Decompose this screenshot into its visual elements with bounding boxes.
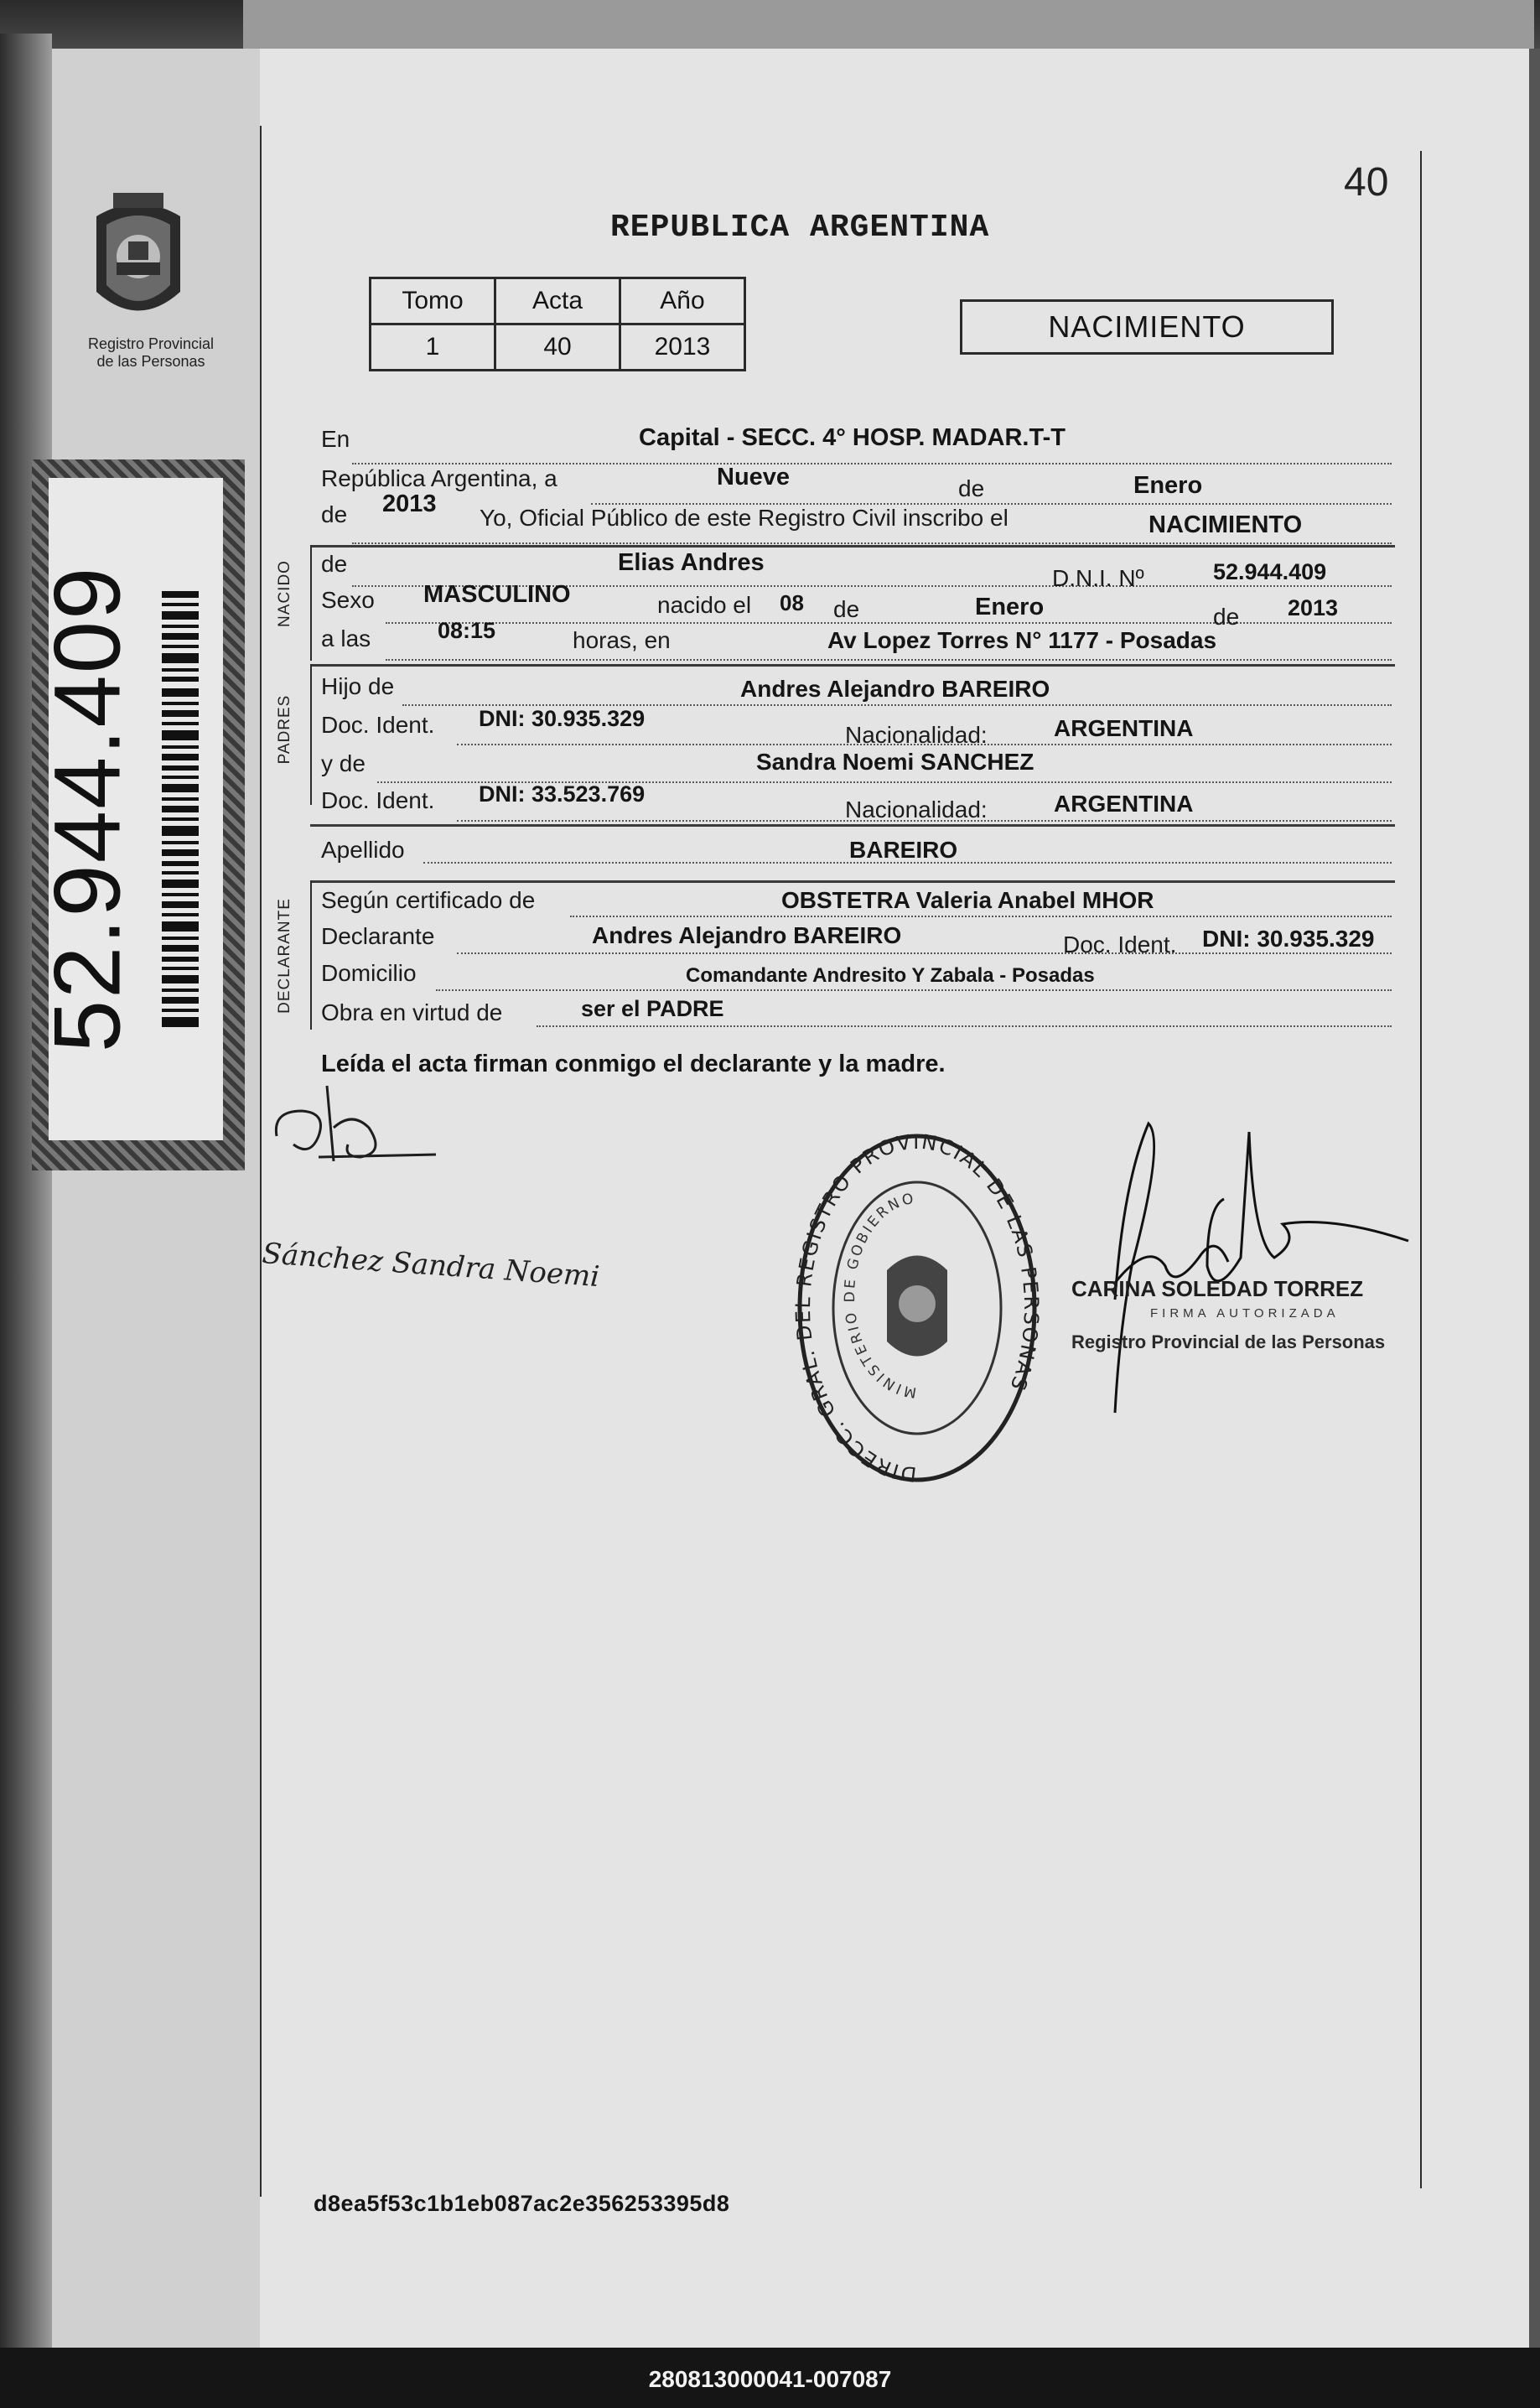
tomo-acta-ano-table <box>369 277 746 371</box>
apellido-value: BAREIRO <box>849 837 958 863</box>
obra-value: ser el PADRE <box>581 996 724 1021</box>
birth-year: 2013 <box>1288 595 1339 620</box>
acta-header: Acta <box>495 278 620 324</box>
declarant-signature <box>268 1077 453 1182</box>
officer-office: Registro Provincial de las Personas <box>1071 1331 1386 1352</box>
declarante-value: Andres Alejandro BAREIRO <box>592 922 902 948</box>
svg-text:MINISTERIO DE GOBIERNO: MINISTERIO DE GOBIERNO <box>842 1190 918 1401</box>
father-doc: DNI: 30.935.329 <box>479 706 646 731</box>
horas-en-label: horas, en <box>573 627 671 653</box>
event-value: NACIMIENTO <box>1149 511 1303 538</box>
nacido-el-label: nacido el <box>657 592 752 618</box>
section-divider <box>310 664 1395 667</box>
en-label: En <box>321 426 350 452</box>
domicilio-label: Domicilio <box>321 960 417 986</box>
right-border-line <box>1420 151 1422 2188</box>
dotted-line <box>352 463 1392 464</box>
birth-time: 08:15 <box>438 618 496 643</box>
doc-ident-label: Doc. Ident. <box>1063 932 1177 957</box>
acta-value: 40 <box>495 324 620 371</box>
section-divider <box>310 824 1395 827</box>
ano-header: Año <box>620 278 745 324</box>
de-label: de <box>833 596 860 622</box>
child-dni: 52.944.409 <box>1213 559 1327 584</box>
certificado-value: OBSTETRA Valeria Anabel MHOR <box>781 887 1154 913</box>
birth-place: Av Lopez Torres N° 1177 - Posadas <box>827 627 1217 653</box>
de-label: de <box>1213 604 1240 630</box>
official-round-stamp <box>795 1132 1040 1489</box>
dotted-line <box>386 622 1392 624</box>
y-de-label: y de <box>321 750 366 776</box>
de-label: de <box>321 501 348 527</box>
section-divider <box>310 880 1395 883</box>
father-name: Andres Alejandro BAREIRO <box>740 676 1050 702</box>
book-spine <box>0 34 52 2348</box>
page-number: 40 <box>1344 160 1389 205</box>
declarante-label: Declarante <box>321 923 435 949</box>
section-bracket <box>310 664 312 805</box>
dotted-line <box>436 989 1392 991</box>
birth-day: 08 <box>780 590 804 615</box>
officer-signature <box>1081 1115 1417 1421</box>
doc-ident-label: Doc. Ident. <box>321 787 435 813</box>
dotted-line <box>352 542 1392 544</box>
nacionalidad-label: Nacionalidad: <box>845 797 988 823</box>
month-value: Enero <box>1133 472 1203 499</box>
dotted-line <box>537 1025 1392 1027</box>
ano-value: 2013 <box>620 324 745 371</box>
tomo-value: 1 <box>371 324 495 371</box>
certificado-label: Según certificado de <box>321 887 536 913</box>
svg-text:Sánchez Sandra Noemi: Sánchez Sandra Noemi <box>262 1237 601 1291</box>
svg-text:DIRECC. GRAL. DEL REGISTRO PRO: DIRECC. GRAL. REGISTRO PROVINCIAL DE LAS P NAS <box>795 1132 1040 1487</box>
officer-name: CARINA SOLEDAD TORREZ <box>1071 1276 1364 1301</box>
mother-name: Sandra Noemi SANCHEZ <box>756 749 1034 775</box>
nacionalidad-label: Nacionalidad: <box>845 722 988 748</box>
tomo-header: Tomo <box>371 278 495 324</box>
republic-heading: REPUBLICA ARGENTINA <box>610 210 990 246</box>
father-nationality: ARGENTINA <box>1054 715 1194 741</box>
closing-statement: Leída el acta firman conmigo el declarante y la madre. <box>321 1051 946 1077</box>
dotted-line <box>457 952 1392 954</box>
section-bracket <box>310 880 312 1030</box>
de-label: de <box>321 551 348 577</box>
republica-a-label: República Argentina, a <box>321 465 557 491</box>
sexo-label: Sexo <box>321 587 375 613</box>
document-hash: d8ea5f53c1b1eb087ac2e356253395d8 <box>314 2191 730 2216</box>
officer-title: FIRMA AUTORIZADA <box>1150 1306 1340 1321</box>
seal-caption: Registro Provincial de las Personas <box>87 335 215 370</box>
reference-number: 280813000041-007087 <box>648 2366 892 2392</box>
child-name: Elias Andres <box>618 549 765 576</box>
mother-nationality: ARGENTINA <box>1054 791 1194 817</box>
birth-month: Enero <box>975 594 1045 620</box>
hijo-de-label: Hijo de <box>321 673 395 699</box>
sexo-value: MASCULINO <box>423 581 571 608</box>
declaration-text: Yo, Oficial Público de este Registro Civil inscribo el <box>480 505 1009 531</box>
provincial-seal-icon <box>80 183 197 350</box>
dotted-line <box>570 916 1392 917</box>
obra-label: Obra en virtud de <box>321 999 503 1025</box>
de-label: de <box>958 475 985 501</box>
dotted-line <box>386 659 1392 661</box>
apellido-label: Apellido <box>321 837 405 863</box>
dni-label: D.N.I. Nº <box>1052 565 1144 591</box>
record-type-box: NACIMIENTO <box>960 299 1334 355</box>
section-divider <box>310 545 1395 548</box>
left-border-line <box>260 126 262 2197</box>
year-value: 2013 <box>382 490 437 517</box>
doc-ident-label: Doc. Ident. <box>321 712 435 738</box>
mother-doc: DNI: 33.523.769 <box>479 781 646 807</box>
mother-signature <box>262 1224 622 1295</box>
declarante-doc: DNI: 30.935.329 <box>1202 926 1375 952</box>
place-value: Capital - SECC. 4° HOSP. MADAR.T-T <box>639 424 1066 451</box>
page-margin <box>52 49 260 2348</box>
domicilio-value: Comandante Andresito Y Zabala - Posadas <box>686 964 1095 987</box>
a-las-label: a las <box>321 625 371 651</box>
section-bracket <box>310 545 312 661</box>
barcode-bars <box>162 591 199 1027</box>
day-value: Nueve <box>717 464 791 490</box>
page-edge <box>1529 49 1540 2363</box>
